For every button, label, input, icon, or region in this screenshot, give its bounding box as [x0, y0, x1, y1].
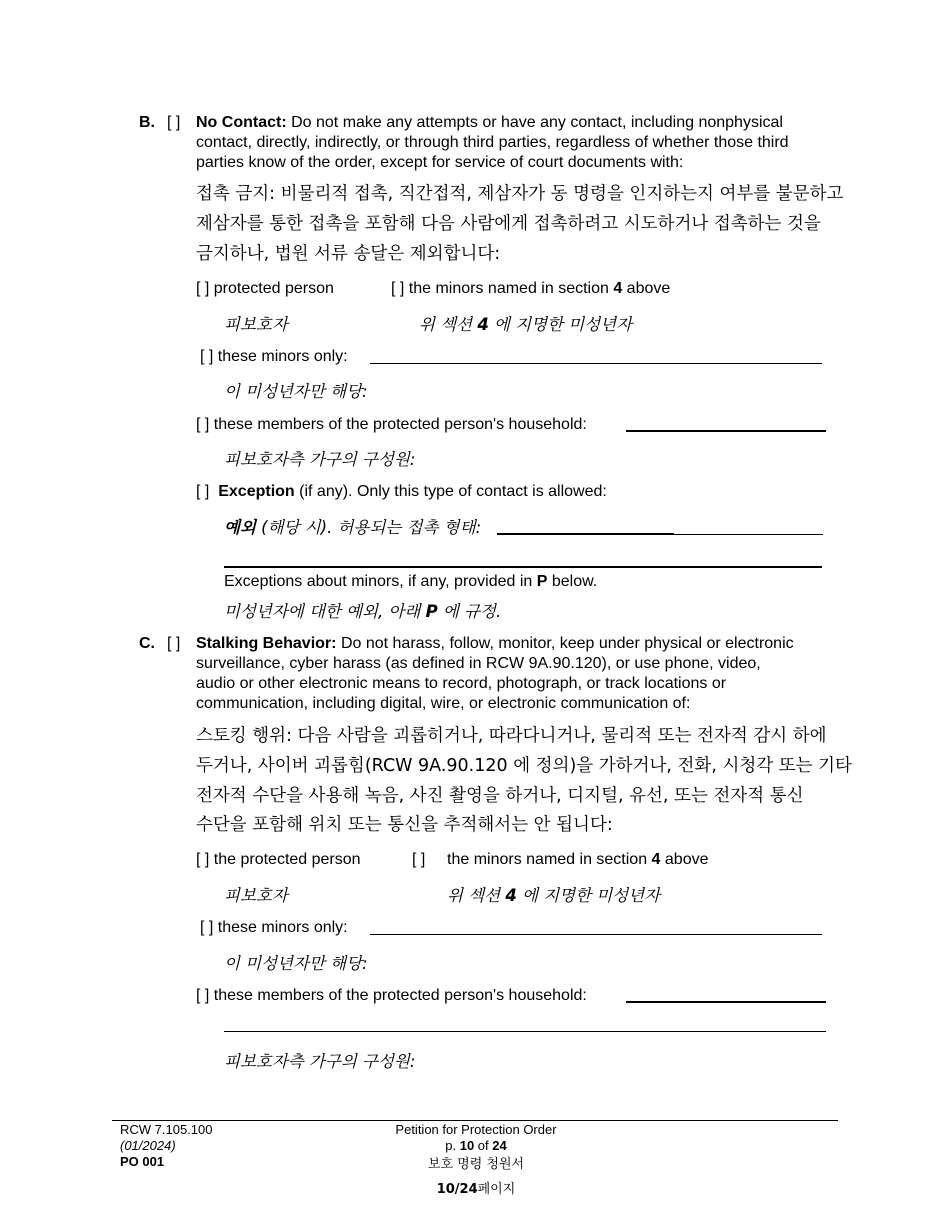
section-b-line-3: parties know of the order, except for service of court documents with:: [196, 154, 684, 171]
section-c-ko-line-3: 전자적 수단을 사용해 녹음, 사진 촬영을 하거나, 디지털, 유선, 또는 전자적 통신: [196, 786, 804, 806]
section-c-ko-line-1: 스토킹 행위: 다음 사람을 괴롭히거나, 따라다니거나, 물리적 또는 전자적 감시 하에: [196, 726, 827, 746]
section-c-ko-line-4: 수단을 포함해 위치 또는 통신을 추적해서는 안 됩니다:: [196, 815, 613, 835]
section-b-ko-line-1: 접촉 금지: 비물리적 접촉, 직간접적, 제삼자가 동 명령을 인지하는지 여부를 불문하고: [196, 184, 844, 204]
footer-rule: [112, 1120, 838, 1121]
footer-date: (01/2024): [120, 1138, 176, 1153]
section-c-checkbox[interactable]: [ ]: [167, 635, 181, 652]
section-b-these-minors-field[interactable]: [370, 363, 822, 364]
section-c-these-minors-label[interactable]: [ ] these minors only:: [200, 919, 348, 936]
section-c-option-protected-person[interactable]: [ ] the protected person: [196, 851, 361, 868]
section-c-ko-household: 피보호자측 가구의 구성원:: [224, 1052, 416, 1071]
section-b-option-minors-section-4[interactable]: [ ] the minors named in section 4 above: [391, 280, 671, 297]
footer-page-number: p. 10 of 24: [445, 1138, 507, 1153]
section-c-household-label[interactable]: [ ] these members of the protected person's household:: [196, 987, 587, 1004]
section-b-ko-line-2: 제삼자를 통한 접촉을 포함해 다음 사람에게 접촉하려고 시도하거나 접촉하는 것을: [196, 214, 821, 234]
section-b-ko-line-3: 금지하나, 법원 서류 송달은 제외합니다:: [196, 244, 501, 264]
section-b-exception-field-1a[interactable]: [497, 533, 674, 535]
section-c-letter: C.: [139, 635, 155, 652]
section-b-ko-exceptions-minors: 미성년자에 대한 예외, 아래 P 에 규정.: [224, 602, 502, 621]
section-b-line-1: No Contact: Do not make any attempts or have any contact, including nonphysical: [196, 114, 783, 131]
footer-statute: RCW 7.105.100: [120, 1122, 213, 1137]
section-b-exception-field-2[interactable]: [224, 566, 822, 568]
section-c-ko-minors-section-4: 위 섹션 4 에 지명한 미성년자: [447, 886, 661, 905]
section-b-ko-household: 피보호자측 가구의 구성원:: [224, 450, 416, 469]
section-c-household-field[interactable]: [626, 1001, 826, 1003]
section-b-these-minors-label[interactable]: [ ] these minors only:: [200, 348, 348, 365]
section-b-ko-protected-person: 피보호자: [224, 315, 288, 334]
section-c-option-minors-checkbox[interactable]: [ ]: [412, 851, 426, 868]
section-b-exception-line[interactable]: [ ] Exception (if any). Only this type of contact is allowed:: [196, 483, 607, 500]
section-b-checkbox[interactable]: [ ]: [167, 114, 181, 131]
section-b-option-protected-person[interactable]: [ ] protected person: [196, 280, 334, 297]
section-c-heading: Stalking Behavior:: [196, 635, 337, 652]
section-c-line-3: audio or other electronic means to record, photograph, or track locations or: [196, 675, 727, 692]
section-c-these-minors-field[interactable]: [370, 934, 822, 935]
section-b-household-label[interactable]: [ ] these members of the protected person's household:: [196, 416, 587, 433]
section-b-letter: B.: [139, 114, 155, 131]
section-b-household-field[interactable]: [626, 430, 826, 432]
section-c-option-minors-section-4[interactable]: the minors named in section 4 above: [447, 851, 709, 868]
footer-form-title: Petition for Protection Order: [395, 1122, 557, 1137]
section-c-ko-protected-person: 피보호자: [224, 886, 288, 905]
section-b-heading: No Contact:: [196, 114, 287, 131]
section-b-ko-minors-section-4: 위 섹션 4 에 지명한 미성년자: [419, 315, 633, 334]
section-b-exceptions-minors: Exceptions about minors, if any, provided in P below.: [224, 573, 598, 590]
section-c-ko-line-2: 두거나, 사이버 괴롭힘(RCW 9A.90.120 에 정의)을 가하거나, 전화, 시청각 또는 기타: [196, 756, 852, 776]
section-c-ko-these-minors: 이 미성년자만 해당:: [224, 954, 368, 973]
section-b-ko-these-minors: 이 미성년자만 해당:: [224, 382, 368, 401]
footer-ko-title: 보호 명령 청원서: [427, 1157, 525, 1172]
section-b-line-2: contact, directly, indirectly, or through third parties, regardless of whether those third: [196, 134, 789, 151]
section-c-line-4: communication, including digital, wire, or electronic communication of:: [196, 695, 691, 712]
footer-ko-page: 10/24페이지: [436, 1182, 516, 1197]
section-c-line-1: Stalking Behavior: Do not harass, follow, monitor, keep under physical or electronic: [196, 635, 794, 652]
footer-form-number: PO 001: [120, 1154, 165, 1169]
section-c-household-field-2[interactable]: [224, 1031, 826, 1032]
section-b-exception-checkbox[interactable]: [ ]: [196, 483, 210, 500]
section-c-line-2: surveillance, cyber harass (as defined in RCW 9A.90.120), or use phone, video,: [196, 655, 761, 672]
section-b-exception-field-1b[interactable]: [674, 534, 823, 535]
section-b-ko-exception: 예외 (해당 시). 허용되는 접촉 형태:: [224, 518, 482, 537]
